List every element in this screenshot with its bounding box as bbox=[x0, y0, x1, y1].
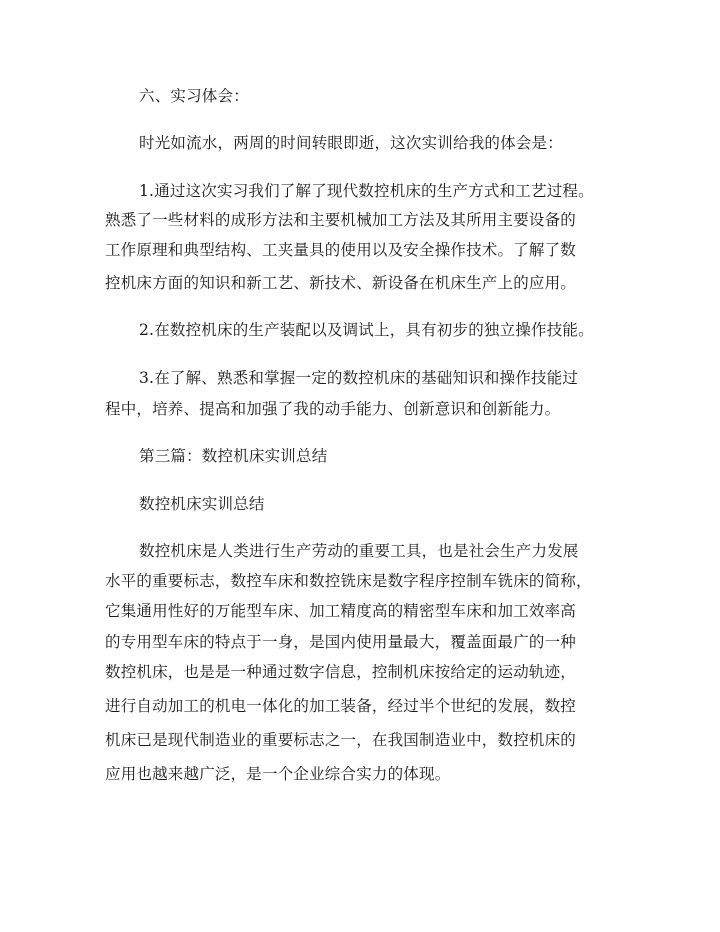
paragraph-3-line-1: 3.在了解、熟悉和掌握一定的数控机床的基础知识和操作技能过 bbox=[139, 369, 579, 387]
paragraph-4-line-7: 机床已是现代制造业的重要标志之一，在我国制造业中，数控机床的 bbox=[105, 731, 577, 749]
paragraph-1-line-4: 控机床方面的知识和新工艺、新技术、新设备在机床生产上的应用。 bbox=[105, 274, 577, 292]
paragraph-1-line-2: 熟悉了一些材料的成形方法和主要机械加工方法及其所用主要设备的 bbox=[105, 211, 577, 229]
chapter-title-third: 第三篇：数控机床实训总结 bbox=[139, 447, 328, 465]
paragraph-4-line-4: 的专用型车床的特点于一身，是国内使用量最大，覆盖面最广的一种 bbox=[105, 633, 577, 651]
paragraph-1-line-3: 工作原理和典型结构、工夹量具的使用以及安全操作技术。了解了数 bbox=[105, 241, 577, 259]
section-heading-internship-reflection: 六、实习体会： bbox=[139, 87, 249, 105]
paragraph-1-line-1: 1.通过这次实习我们了解了现代数控机床的生产方式和工艺过程。 bbox=[139, 182, 594, 200]
paragraph-4-line-2: 水平的重要标志，数控车床和数控铣床是数字程序控制车铣床的简称， bbox=[105, 572, 592, 590]
paragraph-3-line-2: 程中，培养、提高和加强了我的动手能力、创新意识和创新能力。 bbox=[105, 400, 561, 418]
paragraph-4-line-8: 应用也越来越广泛，是一个企业综合实力的体现。 bbox=[105, 765, 451, 783]
paragraph-4-line-6: 进行自动加工的机电一体化的加工装备，经过半个世纪的发展，数控 bbox=[105, 697, 577, 715]
subtitle-cnc-summary: 数控机床实训总结 bbox=[139, 495, 265, 513]
paragraph-2-line-1: 2.在数控机床的生产装配以及调试上，具有初步的独立操作技能。 bbox=[139, 321, 594, 339]
paragraph-4-line-1: 数控机床是人类进行生产劳动的重要工具，也是社会生产力发展 bbox=[139, 542, 579, 560]
paragraph-4-line-5: 数控机床，也是是一种通过数字信息，控制机床按给定的运动轨迹， bbox=[105, 663, 577, 681]
paragraph-4-line-3: 它集通用性好的万能型车床、加工精度高的精密型车床和加工效率高 bbox=[105, 602, 577, 620]
paragraph-intro-line: 时光如流水，两周的时间转眼即逝，这次实训给我的体会是： bbox=[139, 134, 563, 152]
